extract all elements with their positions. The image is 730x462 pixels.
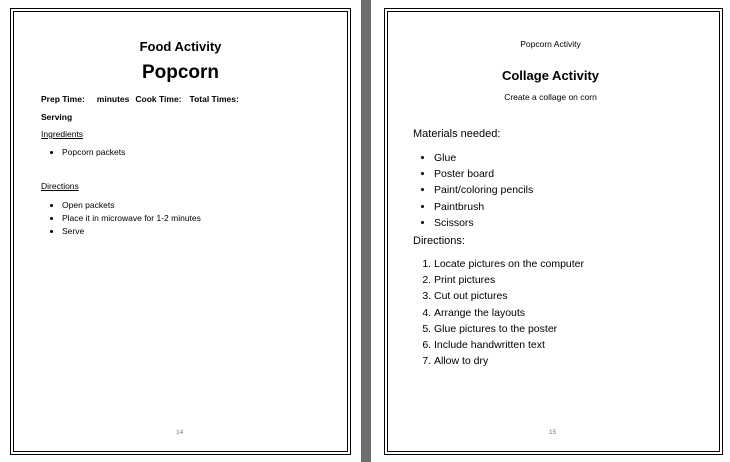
ingredients-heading: Ingredients xyxy=(41,129,84,139)
list-item: 6. Include handwritten text xyxy=(434,337,584,353)
list-item: 5. Glue pictures to the poster xyxy=(434,321,584,337)
list-item: • Open packets xyxy=(62,199,201,212)
page-gutter xyxy=(361,0,371,462)
list-item: 2. Print pictures xyxy=(434,272,584,288)
list-item: • Place it in microwave for 1-2 minutes xyxy=(62,212,201,225)
list-item: • Popcorn packets xyxy=(62,146,125,159)
page-number: 15 xyxy=(549,429,557,436)
recipe-meta xyxy=(41,94,245,104)
list-item: • Serve xyxy=(62,225,201,238)
list-item: • Paintbrush xyxy=(434,199,533,215)
page-header: Popcorn Activity xyxy=(520,39,581,49)
ingredients-list xyxy=(41,146,125,159)
serving-label: Serving xyxy=(41,112,73,122)
page-heading: Food Activity xyxy=(139,39,222,54)
directions-list xyxy=(41,199,201,238)
activity-subtitle: Create a collage on corn xyxy=(504,92,597,102)
total-times-label: Total Times: xyxy=(189,94,239,104)
directions-heading: Directions: xyxy=(413,235,465,247)
materials-list xyxy=(413,150,533,231)
list-item: 3. Cut out pictures xyxy=(434,288,584,304)
prep-time-label: Prep Time: xyxy=(41,94,85,104)
directions-heading: Directions xyxy=(41,181,79,191)
activity-title: Collage Activity xyxy=(501,68,600,83)
page-number: 14 xyxy=(176,429,184,436)
list-item: • Poster board xyxy=(434,166,533,182)
list-item: • Scissors xyxy=(434,215,533,231)
list-item: • Glue xyxy=(434,150,533,166)
document-page-left xyxy=(0,0,361,462)
materials-heading: Materials needed: xyxy=(413,128,501,140)
list-item: 1. Locate pictures on the computer xyxy=(434,256,584,272)
list-item: 4. Arrange the layouts xyxy=(434,305,584,321)
cook-time-label: Cook Time: xyxy=(135,94,182,104)
list-item: 7. Allow to dry xyxy=(434,353,584,369)
recipe-title: Popcorn xyxy=(141,62,220,83)
directions-list xyxy=(413,256,584,369)
prep-time-unit: minutes xyxy=(96,94,130,104)
document-page-right xyxy=(371,0,730,462)
list-item: • Paint/coloring pencils xyxy=(434,182,533,198)
